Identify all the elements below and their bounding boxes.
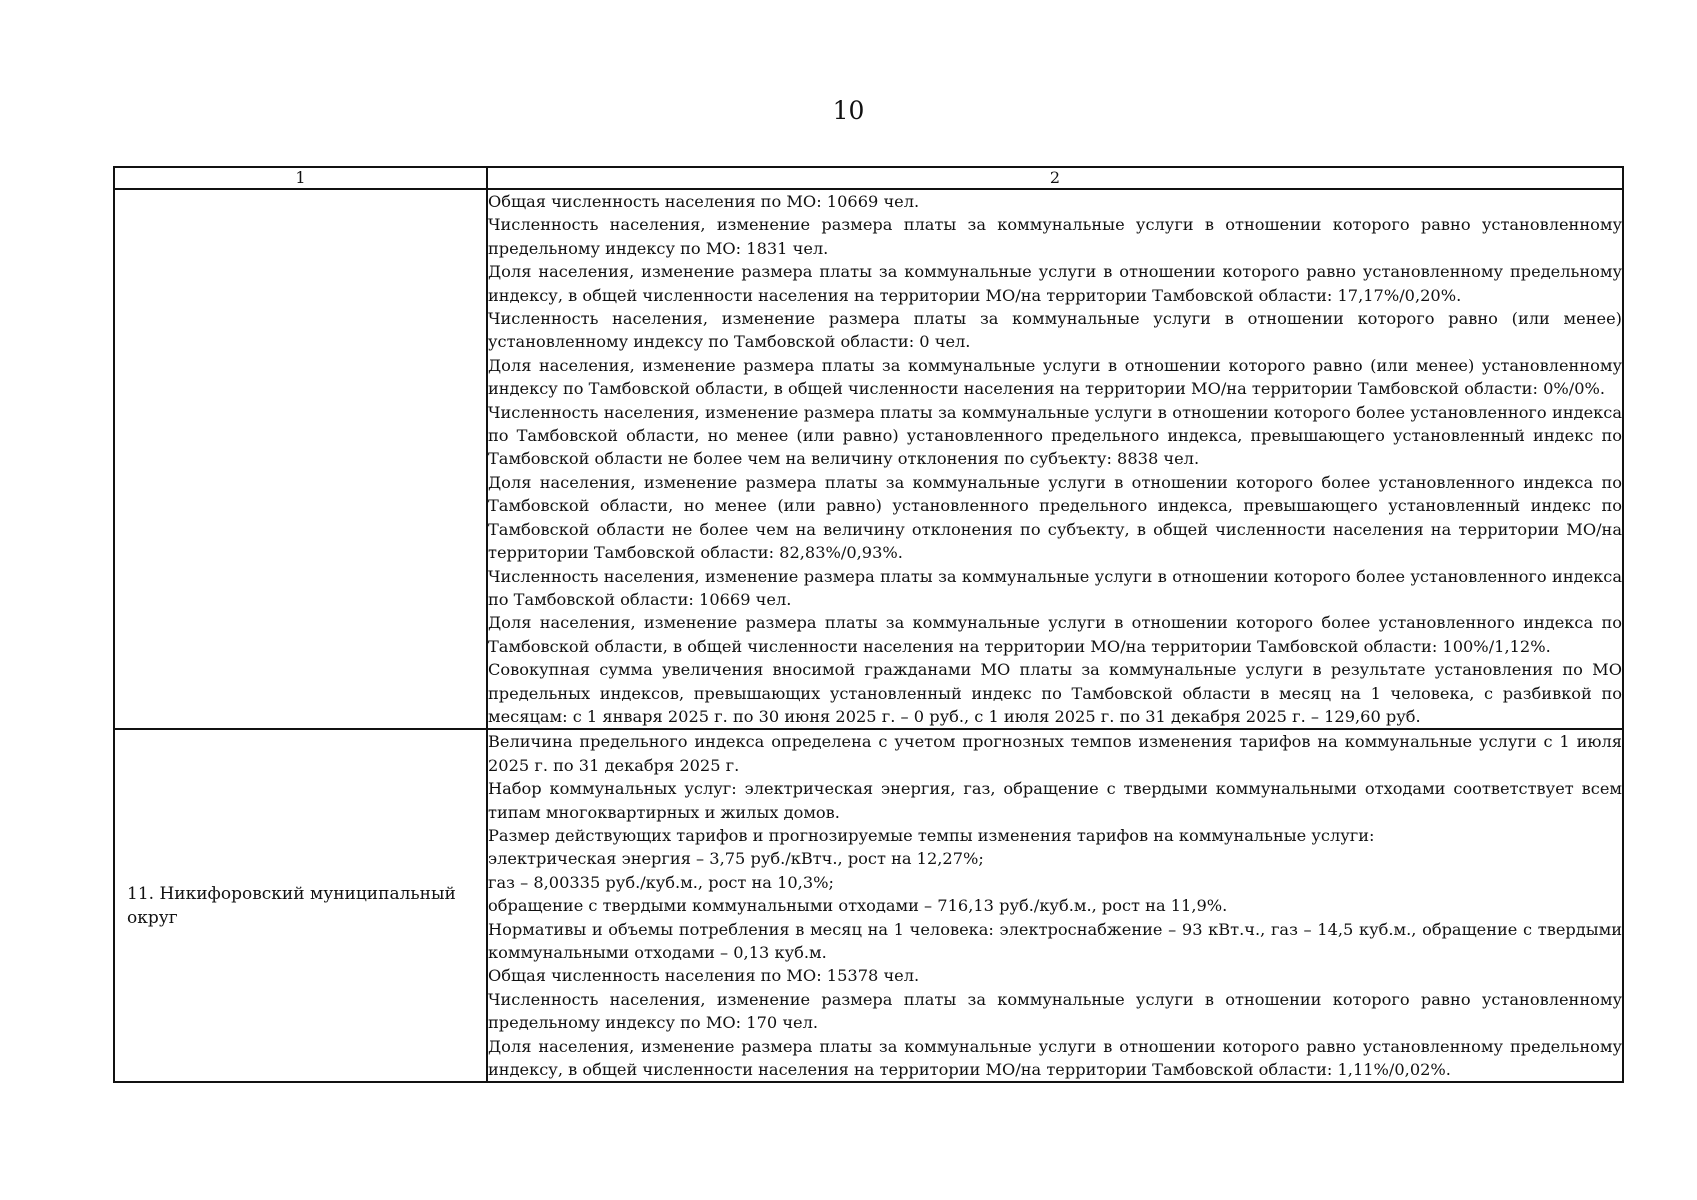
paragraph: Размер действующих тарифов и прогнозируемые темпы изменения тарифов на коммунальные услуги: [488,825,1375,845]
paragraph: Численность населения, изменение размера платы за коммунальные услуги в отношении которого равно установленному предельному индексу по МО: 1831 чел. [488,215,1622,258]
paragraph: Доля населения, изменение размера платы за коммунальные услуги в отношении которого равно установленному предельному индексу, в общей численности населения на территории МО/на территории Тамбовской области: 1,11%/0,02%. [488,1036,1622,1080]
municipality-cell: 11. Никифоровский муниципальный округ [114,729,487,1082]
column-header-1: 1 [114,167,487,189]
data-table [113,166,1624,1083]
description-cell [487,189,1623,729]
page-number: 10 [832,96,865,125]
column-header-2: 2 [487,167,1623,189]
paragraph: Набор коммунальных услуг: электрическая энергия, газ, обращение с твердыми коммунальными отходами соответствует всем типам многоквартирных и жилых домов. [488,779,1622,822]
paragraph: Совокупная сумма увеличения вносимой гражданами МО платы за коммунальные услуги в результате установления по МО предельных индексов, превышающих установленный индекс по Тамбовской области в месяц на 1 человека, с разбивкой по месяцам: с 1 января 2025 г. по 30 июня 2025 г. – 0 руб., с 1 июля 2025 г. по 31 декабря 2025 г. – 129,60 руб. [488,660,1622,726]
paragraph: газ – 8,00335 руб./куб.м., рост на 10,3%; [488,872,834,892]
paragraph: Величина предельного индекса определена с учетом прогнозных темпов изменения тарифов на коммунальные услуги с 1 июля 2025 г. по 31 декабря 2025 г. [488,732,1622,775]
paragraph: Доля населения, изменение размера платы за коммунальные услуги в отношении которого равно установленному предельному индексу, в общей численности населения на территории МО/на территории Тамбовской области: 17,17%/0,20%. [488,262,1622,305]
paragraph: Численность населения, изменение размера платы за коммунальные услуги в отношении которого равно установленному предельному индексу по МО: 170 чел. [488,989,1622,1033]
paragraph: Доля населения, изменение размера платы за коммунальные услуги в отношении которого более установленного индекса по Тамбовской области, в общей численности населения на территории МО/на территории Тамбовской области: 100%/1,12%. [488,613,1622,656]
paragraph: Численность населения, изменение размера платы за коммунальные услуги в отношении которого равно (или менее) установленному индексу по Тамбовской области: 0 чел. [488,309,1622,352]
table-header-row [114,167,1623,189]
paragraph: обращение с твердыми коммунальными отходами – 716,13 руб./куб.м., рост на 11,9%. [488,896,1228,916]
paragraph: электрическая энергия – 3,75 руб./кВтч., рост на 12,27%; [488,849,984,869]
paragraph: Численность населения, изменение размера платы за коммунальные услуги в отношении которого более установленного индекса по Тамбовской области, но менее (или равно) установленного предельного индекса, превышающего установленный индекс по Тамбовской области не более чем на величину отклонения по субъекту: 8838 чел. [488,402,1622,469]
paragraph: Общая численность населения по МО: 15378 чел. [488,966,920,986]
municipality-cell [114,189,487,729]
description-cell [487,729,1623,1082]
table-row [114,189,1623,729]
paragraph: Общая численность населения по МО: 10669 чел. [488,192,920,211]
paragraph: Доля населения, изменение размера платы за коммунальные услуги в отношении которого равно (или менее) установленному индексу по Тамбовской области, в общей численности населения на территории МО/на территории Тамбовской области: 0%/0%. [488,355,1622,399]
paragraph: Доля населения, изменение размера платы за коммунальные услуги в отношении которого более установленного индекса по Тамбовской области, но менее (или равно) установленного предельного индекса, превышающего установленный индекс по Тамбовской области не более чем на величину отклонения по субъекту, в общей численности населения на территории МО/на территории Тамбовской области: 82,83%/0,93%. [488,472,1622,563]
paragraph: Нормативы и объемы потребления в месяц на 1 человека: электроснабжение – 93 кВт.ч., газ – 14,5 куб.м., обращение с твердыми коммунальными отходами – 0,13 куб.м. [488,919,1622,962]
table-row [114,729,1623,1082]
paragraph: Численность населения, изменение размера платы за коммунальные услуги в отношении которого более установленного индекса по Тамбовской области: 10669 чел. [488,566,1622,609]
